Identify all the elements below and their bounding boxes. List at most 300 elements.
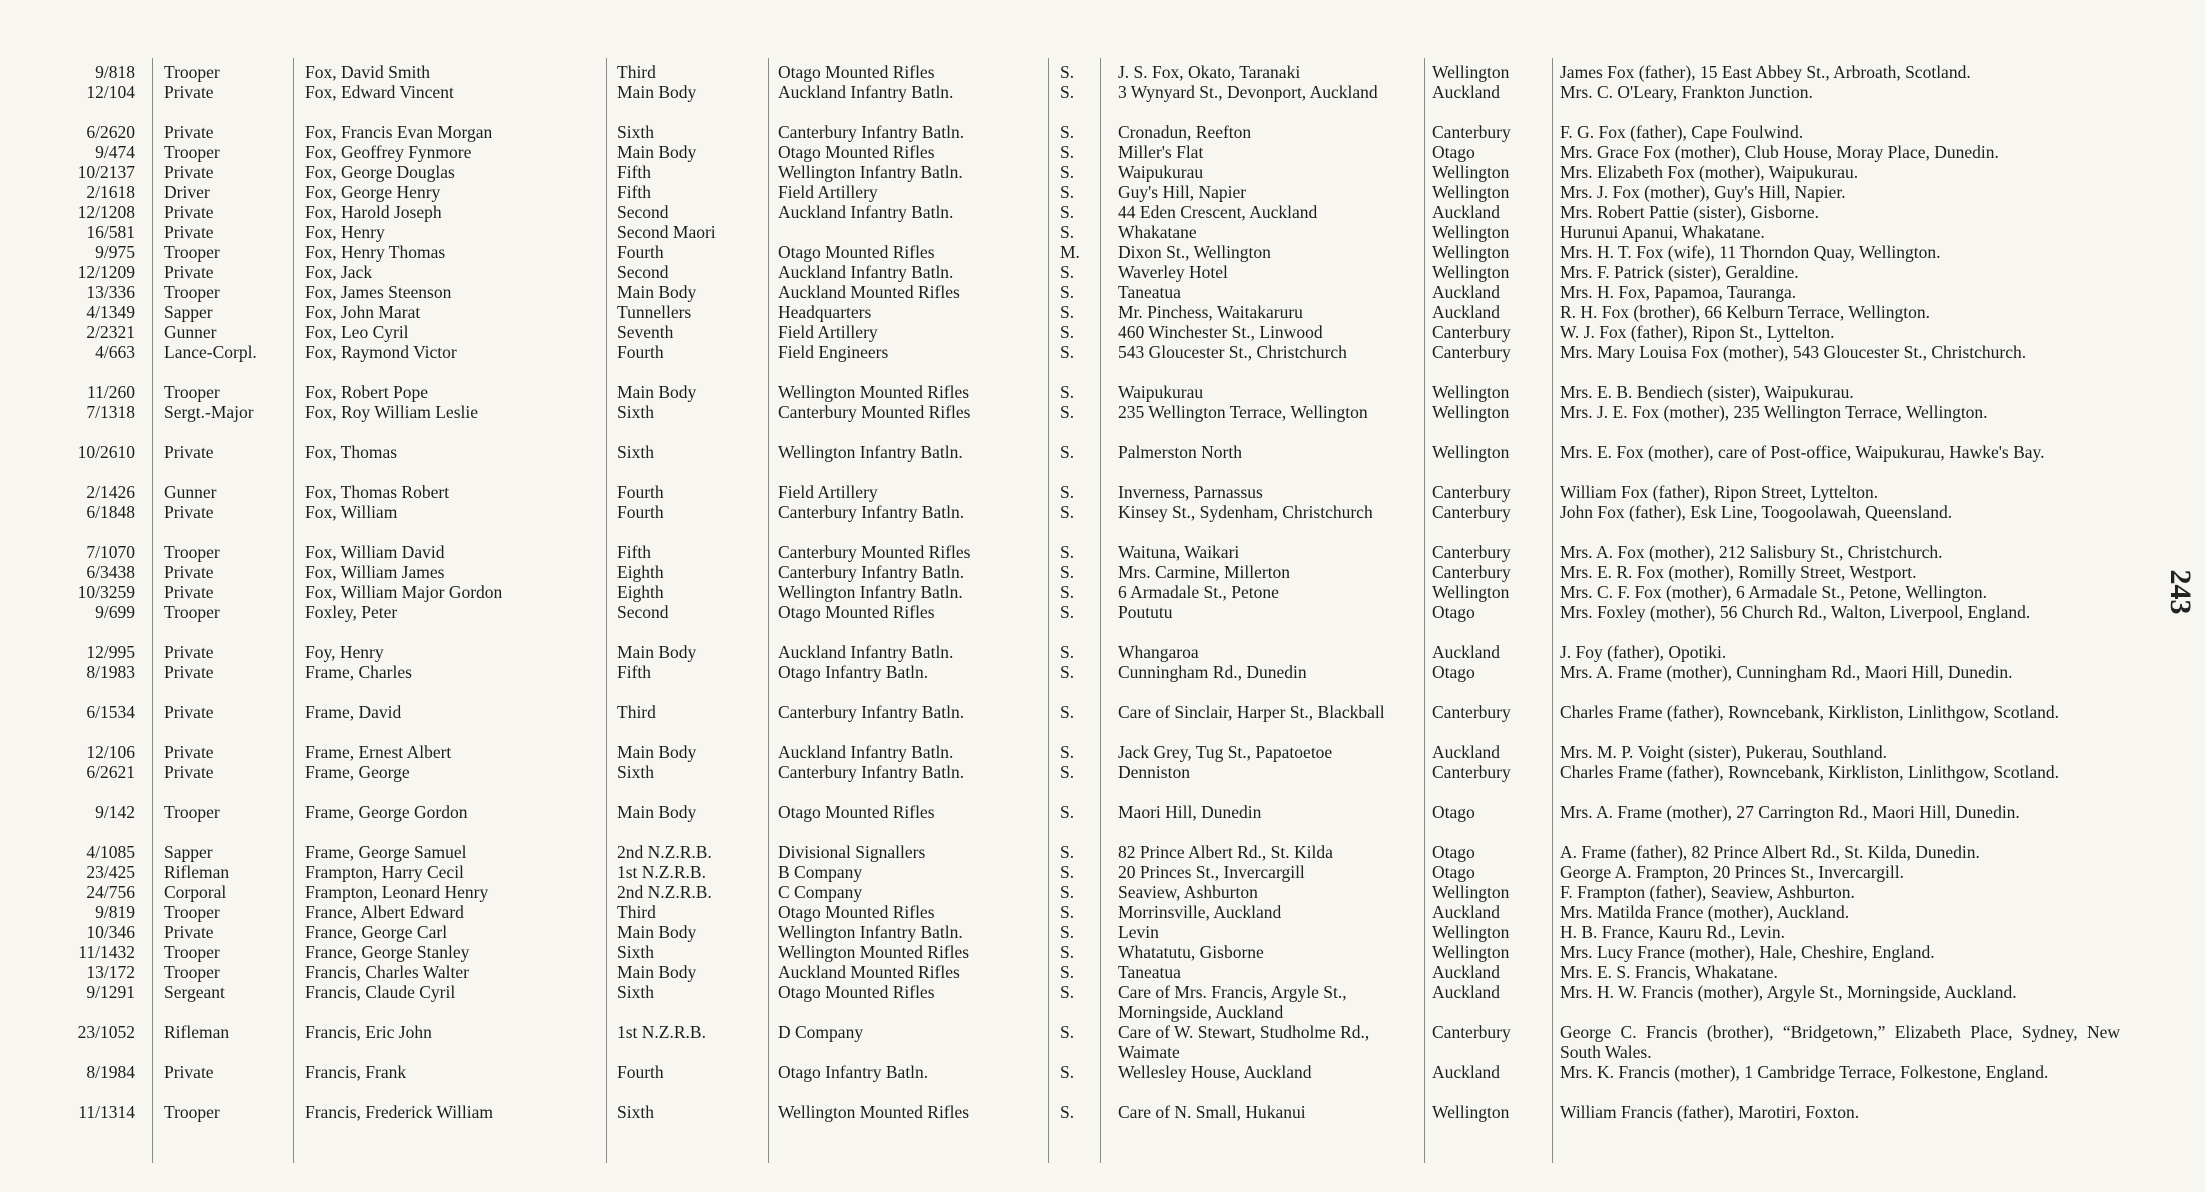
rank-cell: Private bbox=[164, 222, 214, 242]
region-cell: Auckland bbox=[1432, 902, 1501, 922]
status-cell: S. bbox=[1060, 802, 1075, 822]
region-cell: Auckland bbox=[1432, 202, 1501, 222]
status-cell: S. bbox=[1060, 62, 1075, 82]
rank-cell: Private bbox=[164, 742, 214, 762]
rank-cell: Trooper bbox=[164, 542, 220, 562]
name-cell: Frame, David bbox=[305, 702, 402, 722]
address-cell: Levin bbox=[1118, 922, 1159, 942]
region-cell: Wellington bbox=[1432, 382, 1510, 402]
next-of-kin-cell: Mrs. C. F. Fox (mother), 6 Armadale St., Petone, Wellington. bbox=[1560, 582, 1988, 602]
region-cell: Otago bbox=[1432, 662, 1475, 682]
draft-cell: Fifth bbox=[617, 162, 652, 182]
address-cell: Care of Mrs. Francis, Argyle St., Morningside, Auckland bbox=[1118, 982, 1347, 1022]
region-cell: Canterbury bbox=[1432, 1022, 1511, 1042]
status-cell: S. bbox=[1060, 142, 1075, 162]
address-cell: Care of N. Small, Hukanui bbox=[1118, 1102, 1306, 1122]
draft-cell: Eighth bbox=[617, 582, 664, 602]
status-cell: S. bbox=[1060, 1102, 1075, 1122]
next-of-kin-cell: F. G. Fox (father), Cape Foulwind. bbox=[1560, 122, 1804, 142]
num-cell: 11/260 bbox=[87, 382, 135, 402]
status-cell: S. bbox=[1060, 1022, 1075, 1042]
address-cell: Mr. Pinchess, Waitakaruru bbox=[1118, 302, 1303, 322]
column-rule bbox=[1424, 58, 1425, 1163]
num-cell: 12/1209 bbox=[77, 262, 135, 282]
status-cell: S. bbox=[1060, 702, 1075, 722]
address-cell: Waituna, Waikari bbox=[1118, 542, 1240, 562]
name-cell: Fox, George Henry bbox=[305, 182, 441, 202]
status-cell: S. bbox=[1060, 382, 1075, 402]
region-cell: Wellington bbox=[1432, 442, 1510, 462]
column-rule bbox=[293, 58, 294, 1163]
region-cell: Auckland bbox=[1432, 982, 1501, 1002]
draft-cell: Fourth bbox=[617, 242, 664, 262]
unit-cell: Field Engineers bbox=[778, 342, 889, 362]
region-cell: Auckland bbox=[1432, 82, 1501, 102]
unit-cell: D Company bbox=[778, 1022, 864, 1042]
status-cell: S. bbox=[1060, 342, 1075, 362]
draft-cell: Main Body bbox=[617, 642, 697, 662]
address-cell: Whakatane bbox=[1118, 222, 1197, 242]
name-cell: Fox, Thomas Robert bbox=[305, 482, 450, 502]
num-cell: 4/1085 bbox=[86, 842, 135, 862]
region-cell: Wellington bbox=[1432, 222, 1510, 242]
unit-cell: Wellington Infantry Batln. bbox=[778, 442, 963, 462]
column-rule bbox=[768, 58, 769, 1163]
status-cell: S. bbox=[1060, 922, 1075, 942]
num-cell: 2/1618 bbox=[86, 182, 135, 202]
draft-cell: 1st N.Z.R.B. bbox=[617, 1022, 706, 1042]
name-cell: Fox, William James bbox=[305, 562, 445, 582]
status-cell: S. bbox=[1060, 662, 1075, 682]
address-cell: Care of Sinclair, Harper St., Blackball bbox=[1118, 702, 1385, 722]
column-rule bbox=[1048, 58, 1049, 1163]
name-cell: Frame, George Samuel bbox=[305, 842, 467, 862]
region-cell: Wellington bbox=[1432, 242, 1510, 262]
next-of-kin-cell: R. H. Fox (brother), 66 Kelburn Terrace, Wellington. bbox=[1560, 302, 1930, 322]
region-cell: Wellington bbox=[1432, 1102, 1510, 1122]
name-cell: Fox, William David bbox=[305, 542, 445, 562]
rank-cell: Trooper bbox=[164, 902, 220, 922]
unit-cell: C Company bbox=[778, 882, 863, 902]
num-cell: 16/581 bbox=[86, 222, 135, 242]
region-cell: Wellington bbox=[1432, 402, 1510, 422]
next-of-kin-cell: Mrs. H. W. Francis (mother), Argyle St., Morningside, Auckland. bbox=[1560, 982, 2017, 1002]
unit-cell: Otago Mounted Rifles bbox=[778, 142, 935, 162]
num-cell: 23/425 bbox=[86, 862, 135, 882]
rank-cell: Trooper bbox=[164, 382, 220, 402]
rank-cell: Private bbox=[164, 502, 214, 522]
draft-cell: Second bbox=[617, 602, 669, 622]
unit-cell: Otago Infantry Batln. bbox=[778, 662, 929, 682]
rank-cell: Private bbox=[164, 262, 214, 282]
unit-cell: Canterbury Infantry Batln. bbox=[778, 762, 965, 782]
region-cell: Auckland bbox=[1432, 302, 1501, 322]
address-cell: Poututu bbox=[1118, 602, 1173, 622]
unit-cell: Auckland Infantry Batln. bbox=[778, 642, 954, 662]
next-of-kin-cell: George C. Francis (brother), “Bridgetown,” Elizabeth Place, Sydney, New South Wales. bbox=[1560, 1022, 2120, 1062]
status-cell: S. bbox=[1060, 502, 1075, 522]
num-cell: 6/2621 bbox=[86, 762, 135, 782]
name-cell: Fox, William bbox=[305, 502, 398, 522]
name-cell: Francis, Eric John bbox=[305, 1022, 432, 1042]
region-cell: Wellington bbox=[1432, 922, 1510, 942]
draft-cell: Third bbox=[617, 702, 656, 722]
region-cell: Otago bbox=[1432, 862, 1475, 882]
draft-cell: Second bbox=[617, 262, 669, 282]
unit-cell: Divisional Signallers bbox=[778, 842, 926, 862]
draft-cell: Sixth bbox=[617, 942, 654, 962]
num-cell: 11/1314 bbox=[78, 1102, 135, 1122]
next-of-kin-cell: Charles Frame (father), Rowncebank, Kirkliston, Linlithgow, Scotland. bbox=[1560, 702, 2059, 722]
next-of-kin-cell: William Francis (father), Marotiri, Foxton. bbox=[1560, 1102, 1860, 1122]
rank-cell: Private bbox=[164, 702, 214, 722]
region-cell: Wellington bbox=[1432, 182, 1510, 202]
num-cell: 6/1534 bbox=[86, 702, 135, 722]
draft-cell: Main Body bbox=[617, 382, 697, 402]
rank-cell: Private bbox=[164, 562, 214, 582]
rank-cell: Gunner bbox=[164, 322, 217, 342]
unit-cell: Canterbury Infantry Batln. bbox=[778, 502, 965, 522]
name-cell: Foy, Henry bbox=[305, 642, 384, 662]
draft-cell: Main Body bbox=[617, 282, 697, 302]
next-of-kin-cell: Mrs. Robert Pattie (sister), Gisborne. bbox=[1560, 202, 1820, 222]
num-cell: 9/975 bbox=[95, 242, 135, 262]
num-cell: 13/172 bbox=[86, 962, 135, 982]
draft-cell: Main Body bbox=[617, 962, 697, 982]
unit-cell: Auckland Infantry Batln. bbox=[778, 742, 954, 762]
next-of-kin-cell: George A. Frampton, 20 Princes St., Invercargill. bbox=[1560, 862, 1904, 882]
unit-cell: Otago Mounted Rifles bbox=[778, 982, 935, 1002]
next-of-kin-cell: Mrs. M. P. Voight (sister), Pukerau, Southland. bbox=[1560, 742, 1888, 762]
column-rule bbox=[1552, 58, 1553, 1163]
next-of-kin-cell: Mrs. H. T. Fox (wife), 11 Thorndon Quay, Wellington. bbox=[1560, 242, 1941, 262]
address-cell: Dixon St., Wellington bbox=[1118, 242, 1271, 262]
rank-cell: Trooper bbox=[164, 962, 220, 982]
num-cell: 9/699 bbox=[95, 602, 135, 622]
name-cell: France, George Stanley bbox=[305, 942, 470, 962]
next-of-kin-cell: Mrs. A. Frame (mother), 27 Carrington Rd., Maori Hill, Dunedin. bbox=[1560, 802, 2020, 822]
next-of-kin-cell: W. J. Fox (father), Ripon St., Lyttelton. bbox=[1560, 322, 1835, 342]
next-of-kin-cell: A. Frame (father), 82 Prince Albert Rd., St. Kilda, Dunedin. bbox=[1560, 842, 1980, 862]
status-cell: S. bbox=[1060, 562, 1075, 582]
unit-cell: Wellington Infantry Batln. bbox=[778, 582, 963, 602]
name-cell: Fox, John Marat bbox=[305, 302, 421, 322]
next-of-kin-cell: Mrs. J. E. Fox (mother), 235 Wellington Terrace, Wellington. bbox=[1560, 402, 1988, 422]
region-cell: Wellington bbox=[1432, 262, 1510, 282]
address-cell: Seaview, Ashburton bbox=[1118, 882, 1258, 902]
draft-cell: Fourth bbox=[617, 1062, 664, 1082]
num-cell: 12/995 bbox=[86, 642, 135, 662]
num-cell: 9/142 bbox=[95, 802, 135, 822]
status-cell: S. bbox=[1060, 642, 1075, 662]
status-cell: S. bbox=[1060, 902, 1075, 922]
rank-cell: Trooper bbox=[164, 282, 220, 302]
next-of-kin-cell: Mrs. Elizabeth Fox (mother), Waipukurau. bbox=[1560, 162, 1859, 182]
name-cell: Frampton, Leonard Henry bbox=[305, 882, 489, 902]
status-cell: S. bbox=[1060, 262, 1075, 282]
unit-cell: Auckland Mounted Rifles bbox=[778, 962, 960, 982]
next-of-kin-cell: William Fox (father), Ripon Street, Lyttelton. bbox=[1560, 482, 1879, 502]
next-of-kin-cell: Mrs. Foxley (mother), 56 Church Rd., Walton, Liverpool, England. bbox=[1560, 602, 2031, 622]
num-cell: 2/1426 bbox=[86, 482, 135, 502]
num-cell: 10/2610 bbox=[77, 442, 135, 462]
address-cell: Jack Grey, Tug St., Papatoetoe bbox=[1118, 742, 1333, 762]
num-cell: 9/819 bbox=[95, 902, 135, 922]
name-cell: France, Albert Edward bbox=[305, 902, 464, 922]
next-of-kin-cell: Mrs. Grace Fox (mother), Club House, Moray Place, Dunedin. bbox=[1560, 142, 1999, 162]
region-cell: Canterbury bbox=[1432, 542, 1511, 562]
next-of-kin-cell: Mrs. J. Fox (mother), Guy's Hill, Napier. bbox=[1560, 182, 1846, 202]
unit-cell: Canterbury Infantry Batln. bbox=[778, 562, 965, 582]
rank-cell: Private bbox=[164, 122, 214, 142]
address-cell: Guy's Hill, Napier bbox=[1118, 182, 1247, 202]
address-cell: Waverley Hotel bbox=[1118, 262, 1228, 282]
name-cell: Francis, Frederick William bbox=[305, 1102, 494, 1122]
rank-cell: Private bbox=[164, 1062, 214, 1082]
rank-cell: Private bbox=[164, 922, 214, 942]
rank-cell: Sapper bbox=[164, 302, 213, 322]
num-cell: 10/346 bbox=[86, 922, 135, 942]
name-cell: Fox, Harold Joseph bbox=[305, 202, 442, 222]
draft-cell: Third bbox=[617, 62, 656, 82]
draft-cell: Eighth bbox=[617, 562, 664, 582]
next-of-kin-cell: Mrs. C. O'Leary, Frankton Junction. bbox=[1560, 82, 1813, 102]
next-of-kin-cell: Mrs. E. R. Fox (mother), Romilly Street, Westport. bbox=[1560, 562, 1917, 582]
next-of-kin-cell: Mrs. H. Fox, Papamoa, Tauranga. bbox=[1560, 282, 1797, 302]
unit-cell: B Company bbox=[778, 862, 863, 882]
name-cell: Fox, George Douglas bbox=[305, 162, 455, 182]
unit-cell: Wellington Mounted Rifles bbox=[778, 942, 970, 962]
region-cell: Wellington bbox=[1432, 162, 1510, 182]
address-cell: 44 Eden Crescent, Auckland bbox=[1118, 202, 1318, 222]
address-cell: Maori Hill, Dunedin bbox=[1118, 802, 1262, 822]
region-cell: Otago bbox=[1432, 142, 1475, 162]
next-of-kin-cell: Hurunui Apanui, Whakatane. bbox=[1560, 222, 1765, 242]
next-of-kin-cell: Mrs. F. Patrick (sister), Geraldine. bbox=[1560, 262, 1799, 282]
name-cell: Fox, Robert Pope bbox=[305, 382, 428, 402]
unit-cell: Otago Mounted Rifles bbox=[778, 902, 935, 922]
region-cell: Canterbury bbox=[1432, 342, 1511, 362]
region-cell: Wellington bbox=[1432, 62, 1510, 82]
address-cell: Taneatua bbox=[1118, 962, 1181, 982]
unit-cell: Wellington Infantry Batln. bbox=[778, 922, 963, 942]
region-cell: Canterbury bbox=[1432, 322, 1511, 342]
unit-cell: Otago Mounted Rifles bbox=[778, 802, 935, 822]
status-cell: S. bbox=[1060, 202, 1075, 222]
draft-cell: Sixth bbox=[617, 982, 654, 1002]
unit-cell: Otago Mounted Rifles bbox=[778, 62, 935, 82]
unit-cell: Field Artillery bbox=[778, 182, 878, 202]
status-cell: S. bbox=[1060, 482, 1075, 502]
status-cell: S. bbox=[1060, 862, 1075, 882]
status-cell: S. bbox=[1060, 602, 1075, 622]
unit-cell: Wellington Infantry Batln. bbox=[778, 162, 963, 182]
address-cell: 20 Princes St., Invercargill bbox=[1118, 862, 1305, 882]
next-of-kin-cell: Mrs. Matilda France (mother), Auckland. bbox=[1560, 902, 1850, 922]
num-cell: 11/1432 bbox=[78, 942, 135, 962]
region-cell: Otago bbox=[1432, 602, 1475, 622]
region-cell: Canterbury bbox=[1432, 562, 1511, 582]
num-cell: 7/1318 bbox=[86, 402, 135, 422]
next-of-kin-cell: Mrs. Mary Louisa Fox (mother), 543 Gloucester St., Christchurch. bbox=[1560, 342, 2027, 362]
status-cell: S. bbox=[1060, 542, 1075, 562]
draft-cell: Third bbox=[617, 902, 656, 922]
next-of-kin-cell: Charles Frame (father), Rowncebank, Kirkliston, Linlithgow, Scotland. bbox=[1560, 762, 2059, 782]
status-cell: S. bbox=[1060, 182, 1075, 202]
next-of-kin-cell: J. Foy (father), Opotiki. bbox=[1560, 642, 1727, 662]
name-cell: Fox, Henry Thomas bbox=[305, 242, 446, 262]
region-cell: Auckland bbox=[1432, 962, 1501, 982]
draft-cell: Fourth bbox=[617, 482, 664, 502]
status-cell: S. bbox=[1060, 982, 1075, 1002]
region-cell: Auckland bbox=[1432, 642, 1501, 662]
rank-cell: Private bbox=[164, 162, 214, 182]
address-cell: 460 Winchester St., Linwood bbox=[1118, 322, 1323, 342]
unit-cell: Otago Mounted Rifles bbox=[778, 242, 935, 262]
num-cell: 9/818 bbox=[95, 62, 135, 82]
next-of-kin-cell: Mrs. E. B. Bendiech (sister), Waipukurau. bbox=[1560, 382, 1854, 402]
address-cell: Kinsey St., Sydenham, Christchurch bbox=[1118, 502, 1373, 522]
draft-cell: Seventh bbox=[617, 322, 674, 342]
status-cell: M. bbox=[1060, 242, 1080, 262]
address-cell: Whatatutu, Gisborne bbox=[1118, 942, 1264, 962]
num-cell: 13/336 bbox=[86, 282, 135, 302]
address-cell: Whangaroa bbox=[1118, 642, 1199, 662]
draft-cell: Sixth bbox=[617, 762, 654, 782]
status-cell: S. bbox=[1060, 1062, 1075, 1082]
num-cell: 4/1349 bbox=[86, 302, 135, 322]
name-cell: Frame, George bbox=[305, 762, 410, 782]
num-cell: 6/3438 bbox=[86, 562, 135, 582]
name-cell: Fox, Roy William Leslie bbox=[305, 402, 478, 422]
rank-cell: Gunner bbox=[164, 482, 217, 502]
rank-cell: Private bbox=[164, 202, 214, 222]
draft-cell: Fifth bbox=[617, 182, 652, 202]
draft-cell: Fifth bbox=[617, 662, 652, 682]
draft-cell: Fourth bbox=[617, 502, 664, 522]
address-cell: 6 Armadale St., Petone bbox=[1118, 582, 1279, 602]
rank-cell: Private bbox=[164, 82, 214, 102]
rank-cell: Private bbox=[164, 442, 214, 462]
draft-cell: Sixth bbox=[617, 402, 654, 422]
next-of-kin-cell: Mrs. E. Fox (mother), care of Post-office, Waipukurau, Hawke's Bay. bbox=[1560, 442, 2045, 462]
draft-cell: Main Body bbox=[617, 802, 697, 822]
name-cell: Fox, William Major Gordon bbox=[305, 582, 503, 602]
address-cell: Inverness, Parnassus bbox=[1118, 482, 1263, 502]
address-cell: Mrs. Carmine, Millerton bbox=[1118, 562, 1291, 582]
status-cell: S. bbox=[1060, 842, 1075, 862]
draft-cell: Sixth bbox=[617, 122, 654, 142]
address-cell: Waipukurau bbox=[1118, 382, 1204, 402]
address-cell: Waipukurau bbox=[1118, 162, 1204, 182]
status-cell: S. bbox=[1060, 882, 1075, 902]
status-cell: S. bbox=[1060, 402, 1075, 422]
status-cell: S. bbox=[1060, 582, 1075, 602]
unit-cell: Field Artillery bbox=[778, 322, 878, 342]
name-cell: Fox, Henry bbox=[305, 222, 385, 242]
rank-cell: Trooper bbox=[164, 142, 220, 162]
rank-cell: Rifleman bbox=[164, 862, 230, 882]
num-cell: 9/474 bbox=[95, 142, 135, 162]
status-cell: S. bbox=[1060, 742, 1075, 762]
draft-cell: Main Body bbox=[617, 82, 697, 102]
draft-cell: Second Maori bbox=[617, 222, 716, 242]
region-cell: Wellington bbox=[1432, 882, 1510, 902]
status-cell: S. bbox=[1060, 322, 1075, 342]
name-cell: Frame, Ernest Albert bbox=[305, 742, 452, 762]
next-of-kin-cell: H. B. France, Kauru Rd., Levin. bbox=[1560, 922, 1786, 942]
rank-cell: Rifleman bbox=[164, 1022, 230, 1042]
next-of-kin-cell: Mrs. Lucy France (mother), Hale, Cheshire, England. bbox=[1560, 942, 1935, 962]
name-cell: Fox, David Smith bbox=[305, 62, 430, 82]
status-cell: S. bbox=[1060, 302, 1075, 322]
next-of-kin-cell: Mrs. A. Fox (mother), 212 Salisbury St., Christchurch. bbox=[1560, 542, 1943, 562]
name-cell: Fox, Raymond Victor bbox=[305, 342, 457, 362]
region-cell: Canterbury bbox=[1432, 762, 1511, 782]
num-cell: 10/3259 bbox=[77, 582, 135, 602]
unit-cell: Canterbury Infantry Batln. bbox=[778, 122, 965, 142]
region-cell: Canterbury bbox=[1432, 482, 1511, 502]
name-cell: France, George Carl bbox=[305, 922, 448, 942]
address-cell: Wellesley House, Auckland bbox=[1118, 1062, 1312, 1082]
unit-cell: Auckland Infantry Batln. bbox=[778, 262, 954, 282]
num-cell: 24/756 bbox=[86, 882, 135, 902]
region-cell: Otago bbox=[1432, 802, 1475, 822]
rank-cell: Trooper bbox=[164, 602, 220, 622]
status-cell: S. bbox=[1060, 222, 1075, 242]
name-cell: Foxley, Peter bbox=[305, 602, 398, 622]
name-cell: Francis, Charles Walter bbox=[305, 962, 469, 982]
next-of-kin-cell: James Fox (father), 15 East Abbey St., Arbroath, Scotland. bbox=[1560, 62, 1971, 82]
status-cell: S. bbox=[1060, 82, 1075, 102]
num-cell: 8/1984 bbox=[86, 1062, 135, 1082]
status-cell: S. bbox=[1060, 962, 1075, 982]
rank-cell: Private bbox=[164, 662, 214, 682]
rank-cell: Trooper bbox=[164, 942, 220, 962]
unit-cell: Auckland Infantry Batln. bbox=[778, 202, 954, 222]
address-cell: J. S. Fox, Okato, Taranaki bbox=[1118, 62, 1301, 82]
unit-cell: Canterbury Mounted Rifles bbox=[778, 402, 971, 422]
address-cell: Miller's Flat bbox=[1118, 142, 1204, 162]
num-cell: 6/2620 bbox=[86, 122, 135, 142]
rank-cell: Sergeant bbox=[164, 982, 225, 1002]
unit-cell: Wellington Mounted Rifles bbox=[778, 382, 970, 402]
status-cell: S. bbox=[1060, 122, 1075, 142]
region-cell: Canterbury bbox=[1432, 122, 1511, 142]
status-cell: S. bbox=[1060, 442, 1075, 462]
draft-cell: Fifth bbox=[617, 542, 652, 562]
name-cell: Fox, Jack bbox=[305, 262, 373, 282]
address-cell: Care of W. Stewart, Studholme Rd., Waimate bbox=[1118, 1022, 1370, 1062]
next-of-kin-cell: Mrs. E. S. Francis, Whakatane. bbox=[1560, 962, 1778, 982]
column-rule bbox=[1100, 58, 1101, 1163]
name-cell: Fox, Edward Vincent bbox=[305, 82, 454, 102]
unit-cell: Otago Infantry Batln. bbox=[778, 1062, 929, 1082]
num-cell: 12/104 bbox=[86, 82, 135, 102]
unit-cell: Canterbury Mounted Rifles bbox=[778, 542, 971, 562]
address-cell: Palmerston North bbox=[1118, 442, 1242, 462]
draft-cell: Main Body bbox=[617, 742, 697, 762]
num-cell: 6/1848 bbox=[86, 502, 135, 522]
next-of-kin-cell: Mrs. K. Francis (mother), 1 Cambridge Terrace, Folkestone, England. bbox=[1560, 1062, 2049, 1082]
status-cell: S. bbox=[1060, 762, 1075, 782]
num-cell: 12/106 bbox=[86, 742, 135, 762]
num-cell: 12/1208 bbox=[77, 202, 135, 222]
column-rule bbox=[606, 58, 607, 1163]
unit-cell: Auckland Infantry Batln. bbox=[778, 82, 954, 102]
num-cell: 7/1070 bbox=[86, 542, 135, 562]
rank-cell: Sergt.-Major bbox=[164, 402, 254, 422]
